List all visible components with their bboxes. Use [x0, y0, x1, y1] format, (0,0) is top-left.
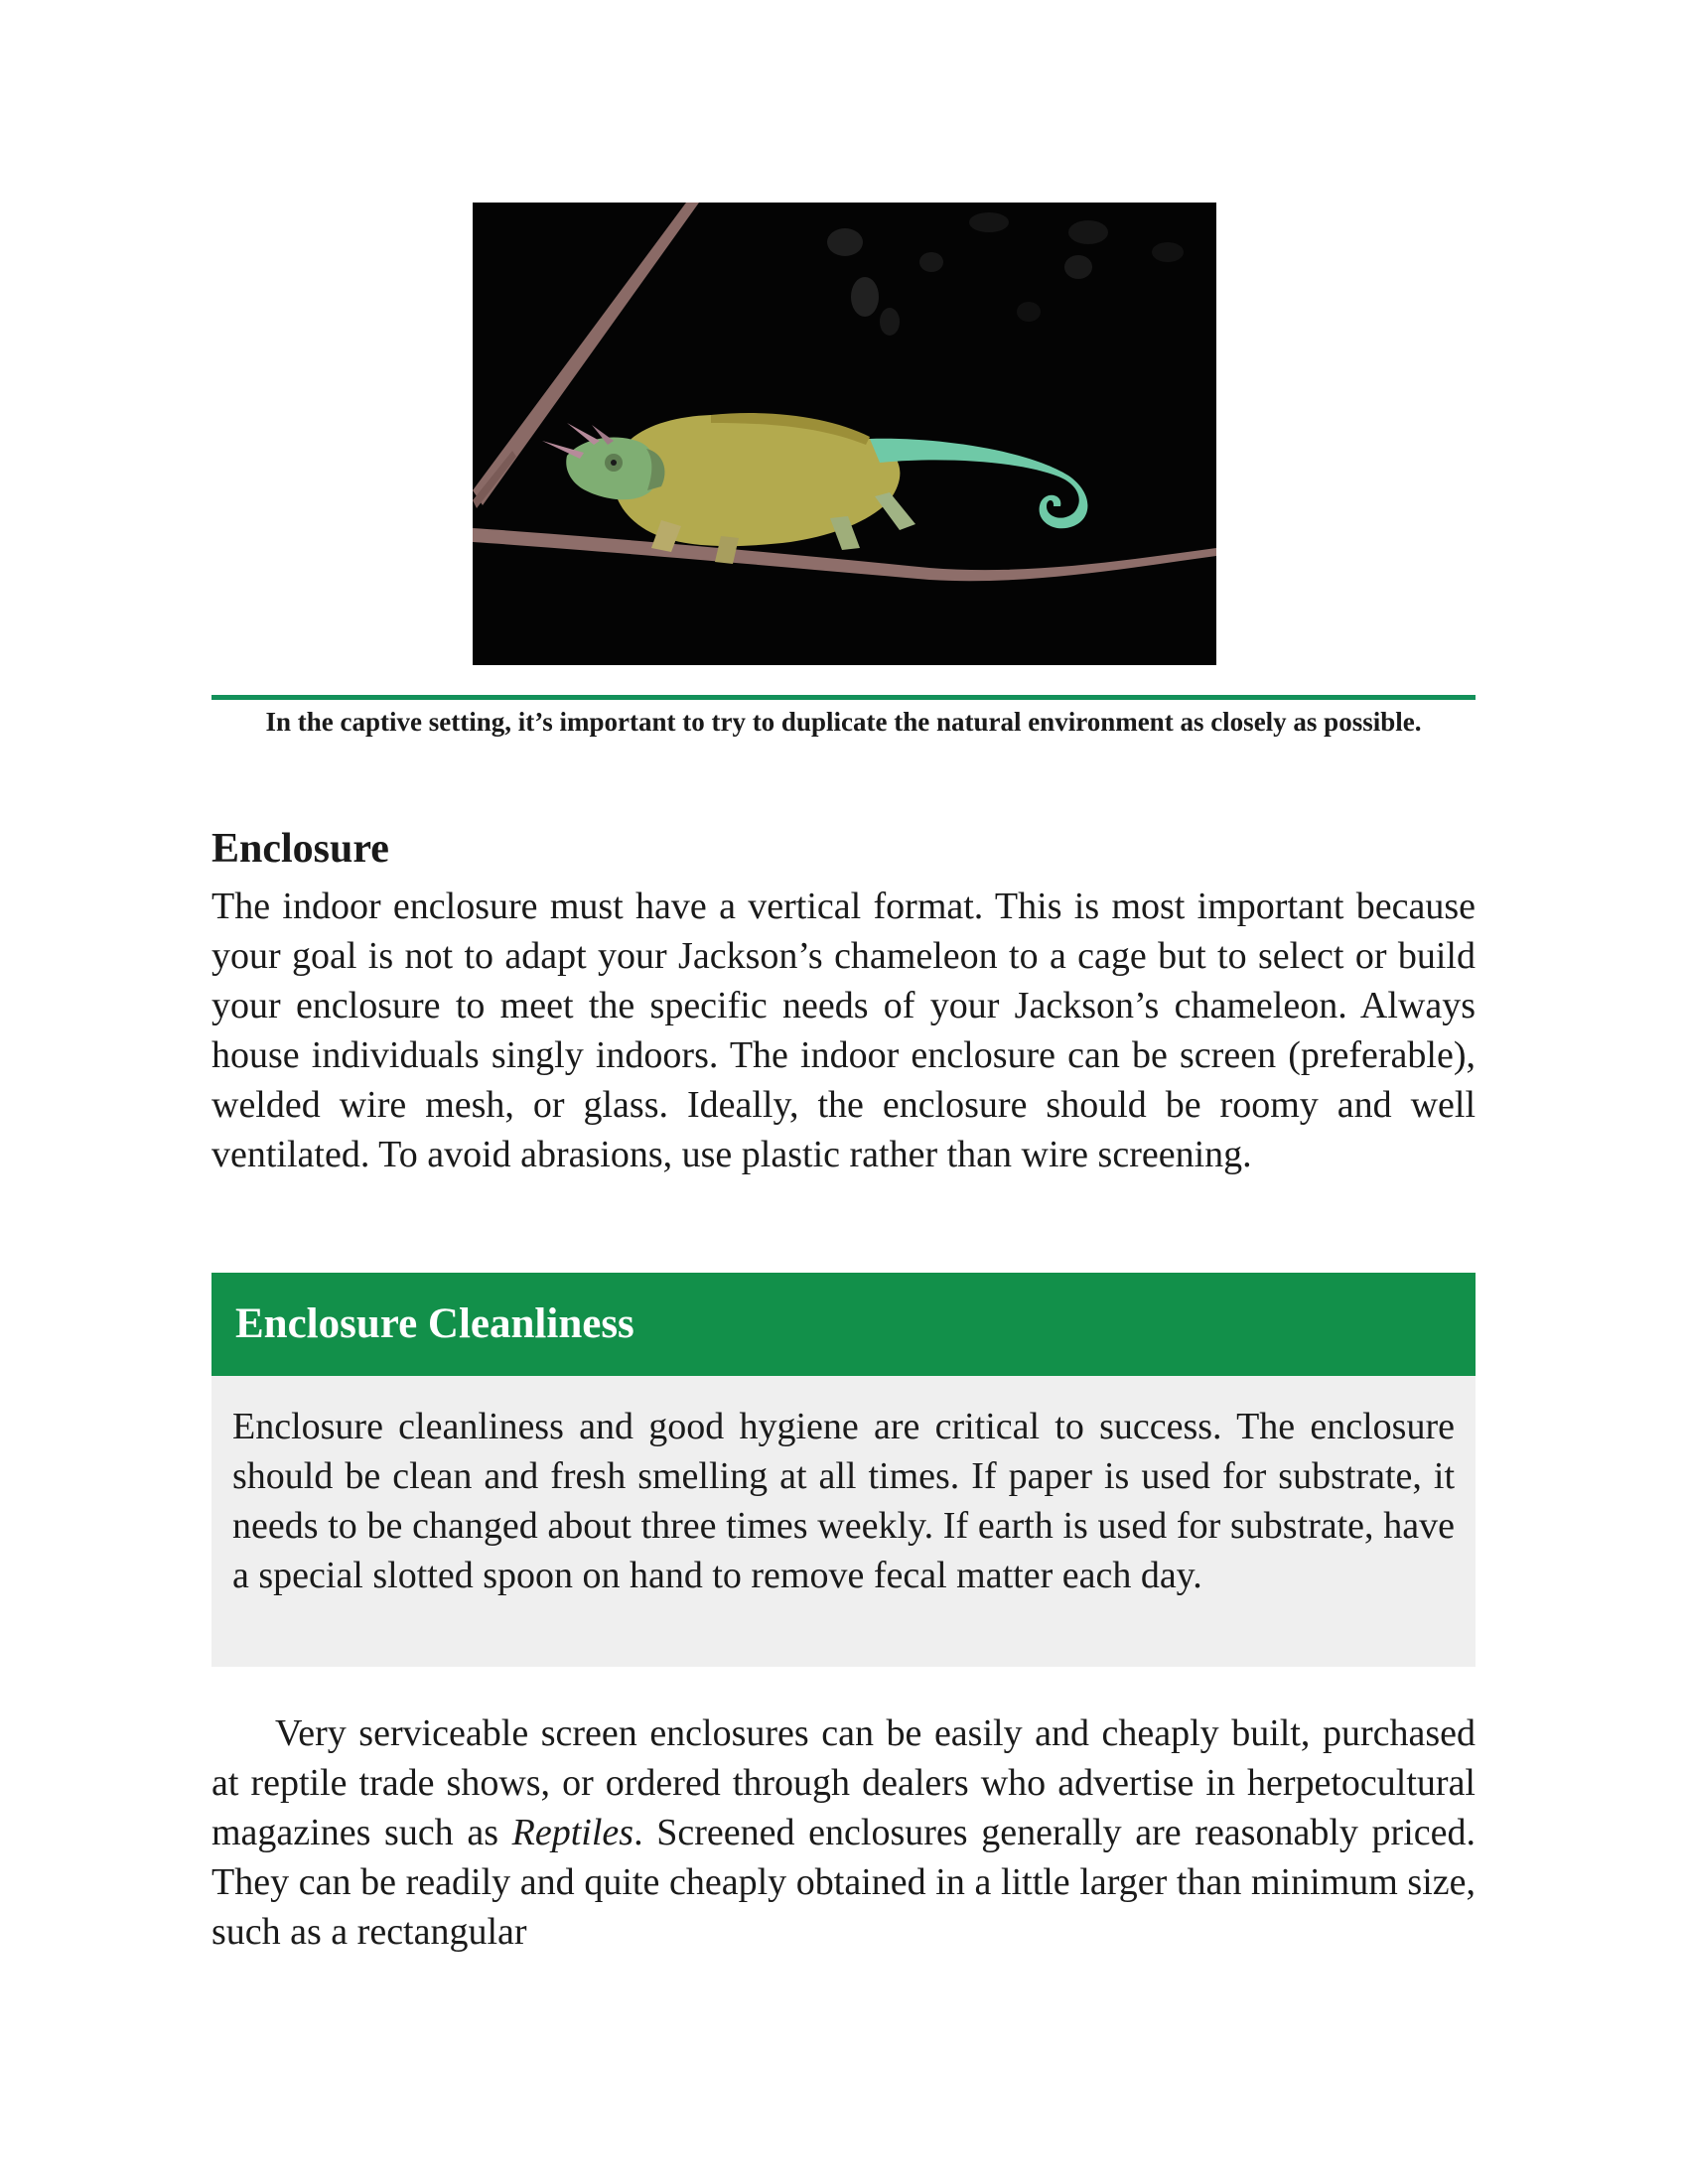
magazine-title: Reptiles	[511, 1812, 634, 1853]
enclosure-cleanliness-box	[211, 1273, 1476, 1667]
cleanliness-box-text: Enclosure cleanliness and good hygiene are critical to success. The enclosure should be clean and fresh smelling at all times. If paper is used for substrate, it needs to be changed about three times weekly. If earth is used for substrate, have a special slotted spoon on hand to remove fecal matter each day.	[232, 1406, 1455, 1596]
closing-text-start: Very serviceable screen enclosures can be easily and cheaply built, purchased at reptile trade shows, or ordered through dealers who advertise in herpetocultural magazines such as	[211, 1712, 1476, 1853]
screen-enclosures-paragraph	[211, 1708, 1476, 1957]
chameleon-photo	[473, 203, 1216, 665]
enclosure-heading: Enclosure	[211, 826, 389, 872]
closing-text-end: . Screened enclosures generally are reasonably priced. They can be readily and quite cheaply obtained in a little larger than minimum size, such as a rectangular	[211, 1812, 1476, 1953]
figure-caption: In the captive setting, it’s important to try to duplicate the natural environment as closely as possible.	[265, 707, 1422, 737]
caption-divider	[211, 695, 1476, 700]
enclosure-paragraph: The indoor enclosure must have a vertical format. This is most important because your goal is not to adapt your Jackson’s chameleon to a cage but to select or build your enclosure to meet the specific needs of your Jackson’s chameleon. Always house individuals singly indoors. The indoor enclosure can be screen (preferable), welded wire mesh, or glass. Ideally, the enclosure should be roomy and well ventilated. To avoid abrasions, use plastic rather than wire screening.	[211, 886, 1476, 1175]
cleanliness-box-title: Enclosure Cleanliness	[211, 1273, 1476, 1376]
chameleon-illustration	[473, 203, 1216, 665]
